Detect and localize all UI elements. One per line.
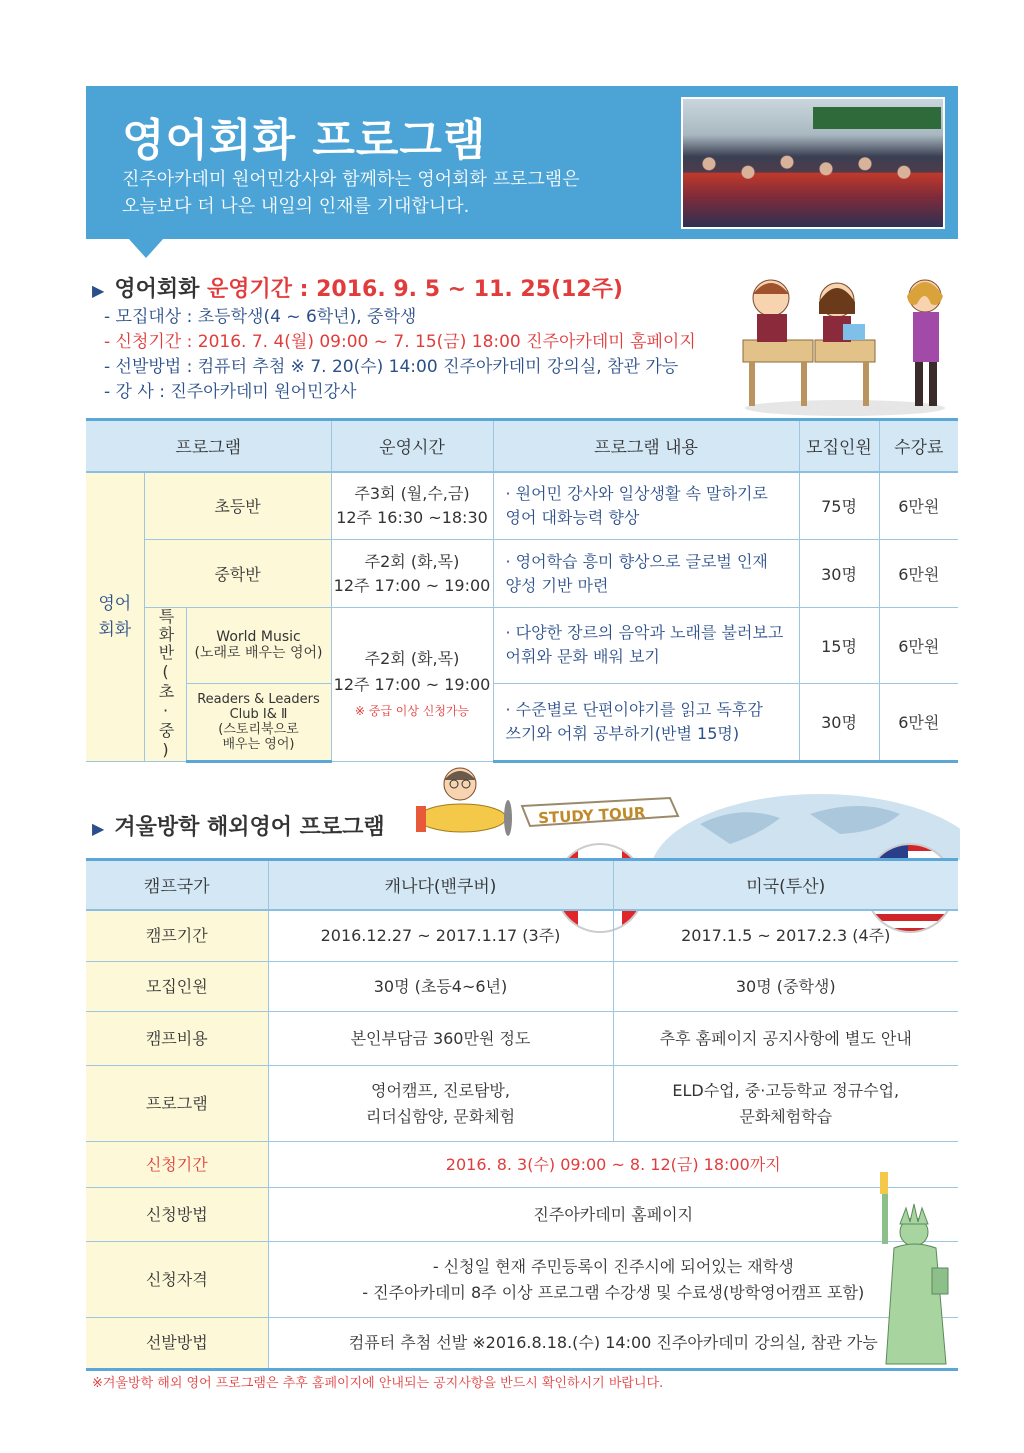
qualification-label: 신청자격 bbox=[86, 1242, 268, 1318]
subtitle-line-2: 오늘보다 더 나은 내일의 인재를 기대합니다. bbox=[122, 196, 470, 217]
program-fee: 6만원 bbox=[879, 540, 958, 608]
triangle-bullet-icon: ▶ bbox=[92, 281, 105, 300]
program-time bbox=[331, 540, 493, 608]
special-class-label: 특화반(초·중) bbox=[144, 608, 186, 762]
program-fee: 6만원 bbox=[879, 608, 958, 684]
usa-value: ELD수업, 중·고등학교 정규수업, 문화체험학습 bbox=[613, 1066, 958, 1142]
table-row bbox=[86, 910, 958, 962]
col-header-usa: 미국(투산) bbox=[613, 860, 958, 910]
section-winter-program-heading bbox=[92, 810, 385, 841]
row-label: 캠프기간 bbox=[86, 910, 268, 962]
time-line-1: 주2회 (화,목) bbox=[364, 551, 460, 571]
table-row bbox=[86, 1142, 958, 1188]
section1-period: 운영기간 : 2016. 9. 5 ~ 11. 25(12주) bbox=[207, 277, 623, 302]
program-count: 30명 bbox=[799, 540, 879, 608]
study-tour-banner bbox=[520, 796, 680, 830]
table-row bbox=[86, 962, 958, 1012]
time-line-2: 12주 16:30 ~18:30 bbox=[336, 507, 488, 527]
time-line-2: 12주 17:00 ~ 19:00 bbox=[333, 674, 491, 694]
row-label: 모집인원 bbox=[86, 962, 268, 1012]
triangle-bullet-icon: ▶ bbox=[92, 819, 105, 838]
english-conversation-table bbox=[86, 418, 958, 763]
usa-value: 추후 홈페이지 공지사항에 별도 안내 bbox=[613, 1012, 958, 1066]
info-target: - 모집대상 : 초등학생(4 ~ 6학년), 중학생 bbox=[104, 307, 417, 327]
program-fee: 6만원 bbox=[879, 472, 958, 540]
qualification-line-2: - 진주아카데미 8주 이상 프로그램 수강생 및 수료생(방학영어캠프 포함) bbox=[362, 1282, 865, 1302]
program-name: Readers & Leaders Club Ⅰ& Ⅱ (스토리북으로 배우는 영어) bbox=[186, 683, 331, 761]
special-program-time bbox=[331, 608, 493, 762]
photo-banner bbox=[813, 107, 941, 129]
study-tour-text: STUDY TOUR bbox=[537, 803, 646, 828]
col-header-time: 운영시간 bbox=[331, 420, 493, 472]
canada-value: 2016.12.27 ~ 2017.1.17 (3주) bbox=[268, 910, 613, 962]
table-row bbox=[86, 1242, 958, 1318]
col-header-country: 캠프국가 bbox=[86, 860, 268, 910]
canada-value: 30명 (초등4~6년) bbox=[268, 962, 613, 1012]
winter-overseas-program-table bbox=[86, 858, 958, 1371]
apply-method-label: 신청방법 bbox=[86, 1188, 268, 1242]
info-apply-period: - 신청기간 : 2016. 7. 4(월) 09:00 ~ 7. 15(금) 18:00 진주아카데미 홈페이지 bbox=[104, 332, 696, 352]
table-row bbox=[86, 1188, 958, 1242]
col-header-content: 프로그램 내용 bbox=[493, 420, 799, 472]
statue-of-liberty-illustration bbox=[872, 1168, 962, 1368]
apply-method-value: 진주아카데미 홈페이지 bbox=[268, 1188, 958, 1242]
program-desc: · 다양한 장르의 음악과 노래를 불러보고 어휘와 문화 배워 보기 bbox=[493, 608, 799, 684]
table-row bbox=[86, 540, 958, 608]
col-header-fee: 수강료 bbox=[879, 420, 958, 472]
qualification-line-1: - 신청일 현재 주민등록이 진주시에 되어있는 재학생 bbox=[432, 1256, 794, 1276]
table-row bbox=[86, 472, 958, 540]
section-english-conversation-heading bbox=[92, 272, 623, 303]
program-count: 30명 bbox=[799, 683, 879, 761]
table-row bbox=[86, 608, 958, 684]
selection-label: 선발방법 bbox=[86, 1318, 268, 1370]
program-desc: · 영어학습 흥미 향상으로 글로벌 인재 양성 기반 마련 bbox=[493, 540, 799, 608]
program-desc: · 원어민 강사와 일상생활 속 말하기로 영어 대화능력 향상 bbox=[493, 472, 799, 540]
plane-kid-illustration bbox=[410, 758, 520, 844]
level-note: ※ 중급 이상 신청가능 bbox=[354, 703, 470, 718]
program-count: 75명 bbox=[799, 472, 879, 540]
qualification-value bbox=[268, 1242, 958, 1318]
page-subtitle bbox=[122, 166, 580, 220]
photo-students bbox=[683, 147, 943, 229]
banner-notch bbox=[128, 238, 164, 258]
program-name: 초등반 bbox=[144, 472, 331, 540]
group-label-english: 영어 회화 bbox=[86, 472, 144, 762]
section2-title: 겨울방학 해외영어 프로그램 bbox=[114, 815, 385, 840]
table-row bbox=[86, 1066, 958, 1142]
program-desc: · 수준별로 단편이야기를 읽고 독후감 쓰기와 어휘 공부하기(반별 15명) bbox=[493, 683, 799, 761]
info-instructor: - 강 사 : 진주아카데미 원어민강사 bbox=[104, 382, 357, 402]
table-row bbox=[86, 1318, 958, 1370]
section1-title: 영어회화 bbox=[114, 277, 200, 302]
col-header-program: 프로그램 bbox=[86, 420, 331, 472]
time-line-2: 12주 17:00 ~ 19:00 bbox=[333, 575, 491, 595]
info-selection: - 선발방법 : 컴퓨터 추첨 ※ 7. 20(수) 14:00 진주아카데미 강의실, 참관 가능 bbox=[104, 357, 679, 377]
subtitle-line-1: 진주아카데미 원어민강사와 함께하는 영어회화 프로그램은 bbox=[122, 169, 580, 190]
usa-value: 30명 (중학생) bbox=[613, 962, 958, 1012]
row-label: 캠프비용 bbox=[86, 1012, 268, 1066]
page-title: 영어회화 프로그램 bbox=[122, 115, 487, 166]
col-header-canada: 캐나다(밴쿠버) bbox=[268, 860, 613, 910]
section1-info-list bbox=[104, 305, 696, 405]
table-row bbox=[86, 683, 958, 761]
col-header-count: 모집인원 bbox=[799, 420, 879, 472]
program-time bbox=[331, 472, 493, 540]
apply-period-value: 2016. 8. 3(수) 09:00 ~ 8. 12(금) 18:00까지 bbox=[268, 1142, 958, 1188]
selection-value: 컴퓨터 추첨 선발 ※2016.8.18.(수) 14:00 진주아카데미 강의실, 참관 가능 bbox=[268, 1318, 958, 1370]
table-row bbox=[86, 1012, 958, 1066]
time-line-1: 주2회 (화,목) bbox=[364, 648, 460, 668]
apply-period-label: 신청기간 bbox=[86, 1142, 268, 1188]
program-count: 15명 bbox=[799, 608, 879, 684]
footnote: ※겨울방학 해외 영어 프로그램은 추후 홈페이지에 안내되는 공지사항을 반드시 확인하시기 바랍니다. bbox=[92, 1376, 664, 1391]
program-name: World Music (노래로 배우는 영어) bbox=[186, 608, 331, 684]
program-fee: 6만원 bbox=[879, 683, 958, 761]
classroom-kids-illustration bbox=[735, 268, 960, 418]
row-label: 프로그램 bbox=[86, 1066, 268, 1142]
program-name: 중학반 bbox=[144, 540, 331, 608]
canada-value: 영어캠프, 진로탐방, 리더십함양, 문화체험 bbox=[268, 1066, 613, 1142]
usa-value: 2017.1.5 ~ 2017.2.3 (4주) bbox=[613, 910, 958, 962]
group-photo bbox=[681, 97, 945, 229]
time-line-1: 주3회 (월,수,금) bbox=[354, 483, 470, 503]
canada-value: 본인부담금 360만원 정도 bbox=[268, 1012, 613, 1066]
